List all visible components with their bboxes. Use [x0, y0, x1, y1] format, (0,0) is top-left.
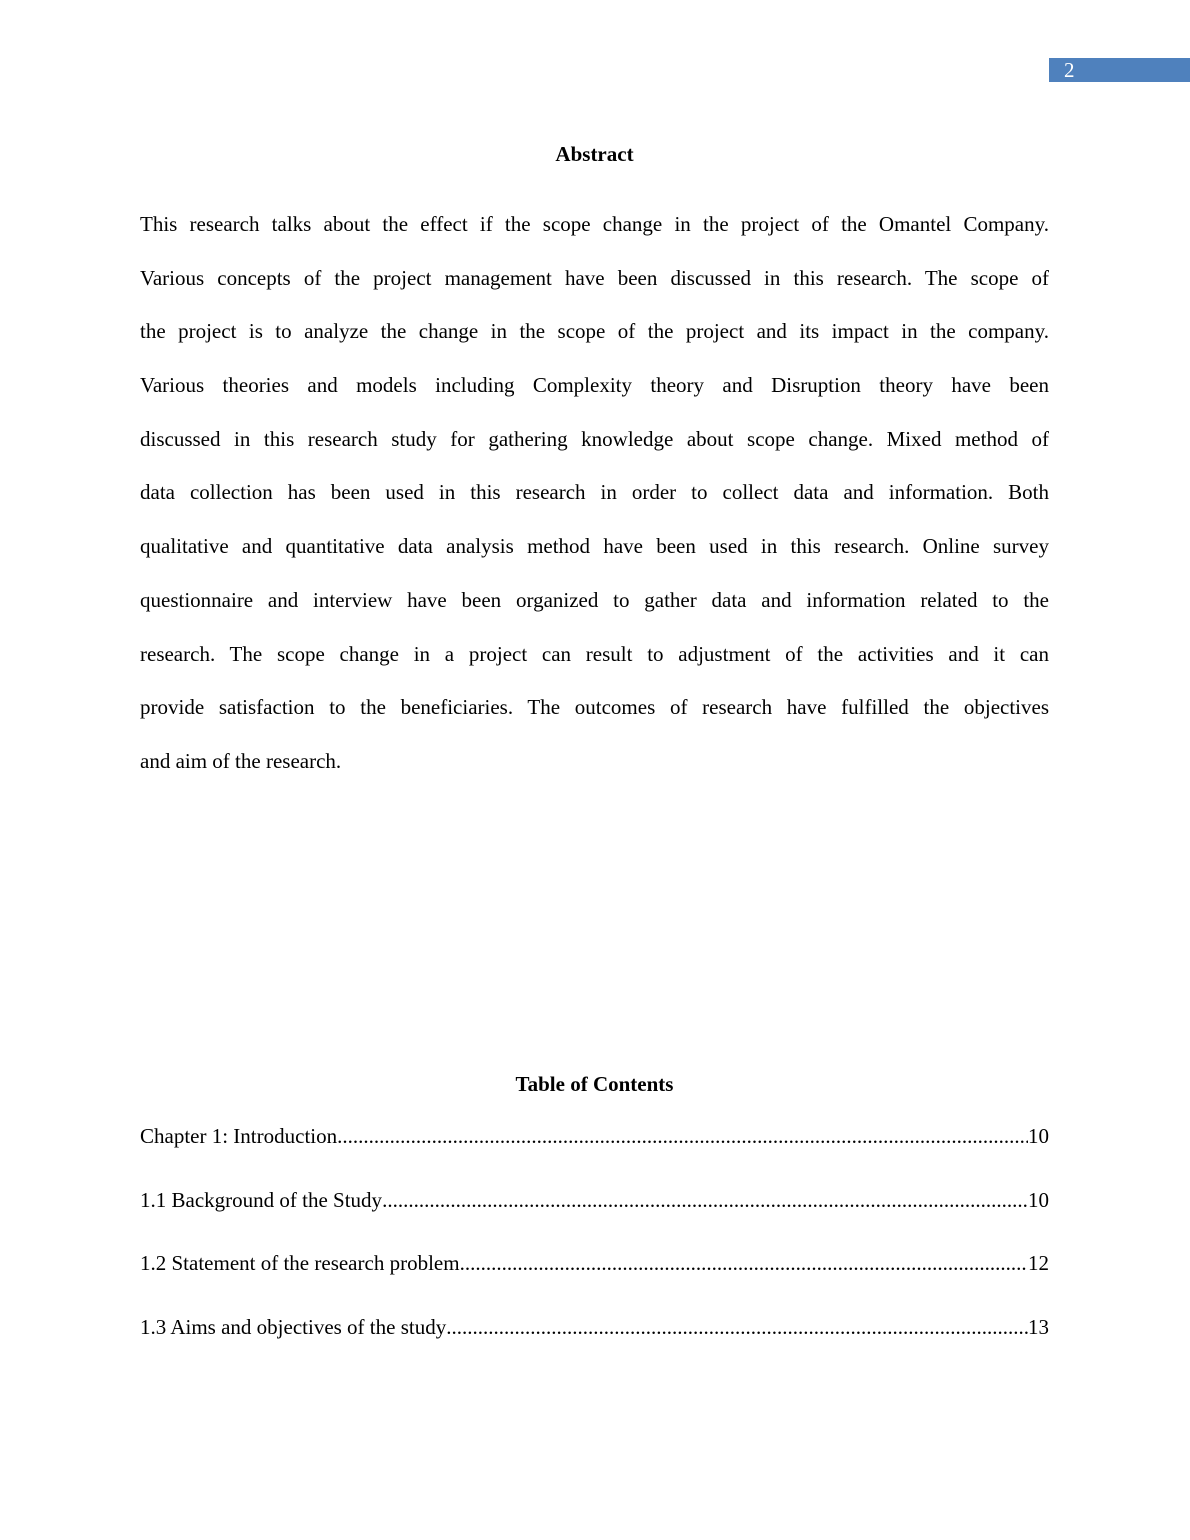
- toc-dot-leader: [337, 1121, 1028, 1151]
- abstract-line: the project is to analyze the change in the scope of the project and its impact in the company.: [140, 319, 1049, 344]
- toc-entry-title: 1.1 Background of the Study: [140, 1187, 383, 1212]
- toc-entry-title: 1.2 Statement of the research problem: [140, 1251, 460, 1276]
- abstract-line: questionnaire and interview have been organized to gather data and information related to the: [140, 587, 1049, 612]
- page-number-tab: [1049, 58, 1190, 82]
- abstract-line: discussed in this research study for gathering knowledge about scope change. Mixed method of: [140, 426, 1049, 451]
- abstract-line: provide satisfaction to the beneficiaries. The outcomes of research have fulfilled the objectives: [140, 695, 1049, 720]
- abstract-heading: Abstract: [555, 142, 634, 166]
- toc-entry-page: 10: [1028, 1124, 1049, 1148]
- toc-entry-page: 10: [1028, 1187, 1049, 1212]
- toc-entry-page: 13: [1028, 1315, 1049, 1340]
- toc-list: [140, 1121, 1049, 1376]
- toc-entry-title: 1.3 Aims and objectives of the study: [140, 1315, 447, 1340]
- abstract-line: and aim of the research.: [140, 748, 342, 773]
- abstract-line: Various concepts of the project management have been discussed in this research. The scope of: [140, 265, 1049, 290]
- toc-entry-background[interactable]: [140, 1185, 1049, 1249]
- toc-entry-aims-objectives[interactable]: [140, 1312, 1049, 1376]
- page-number: 2: [1064, 58, 1075, 82]
- toc-entry-research-problem[interactable]: [140, 1248, 1049, 1312]
- abstract-line: data collection has been used in this research in order to collect data and information. Both: [140, 480, 1049, 505]
- abstract-line: qualitative and quantitative data analysis method have been used in this research. Online survey: [140, 534, 1049, 559]
- abstract-line: Various theories and models including Complexity theory and Disruption theory have been: [140, 373, 1049, 398]
- toc-entry-introduction[interactable]: [140, 1121, 1049, 1185]
- toc-heading: Table of Contents: [515, 1072, 674, 1096]
- abstract-line: This research talks about the effect if the scope change in the project of the Omantel Company.: [140, 212, 1049, 236]
- toc-dot-leader: [460, 1248, 1028, 1278]
- abstract-body: [140, 198, 1049, 789]
- toc-entry-page: 12: [1028, 1251, 1049, 1276]
- toc-entry-title: Chapter 1: Introduction: [140, 1124, 338, 1148]
- toc-dot-leader: [446, 1312, 1028, 1342]
- toc-dot-leader: [382, 1185, 1028, 1215]
- abstract-line: research. The scope change in a project can result to adjustment of the activities and it can: [140, 641, 1049, 666]
